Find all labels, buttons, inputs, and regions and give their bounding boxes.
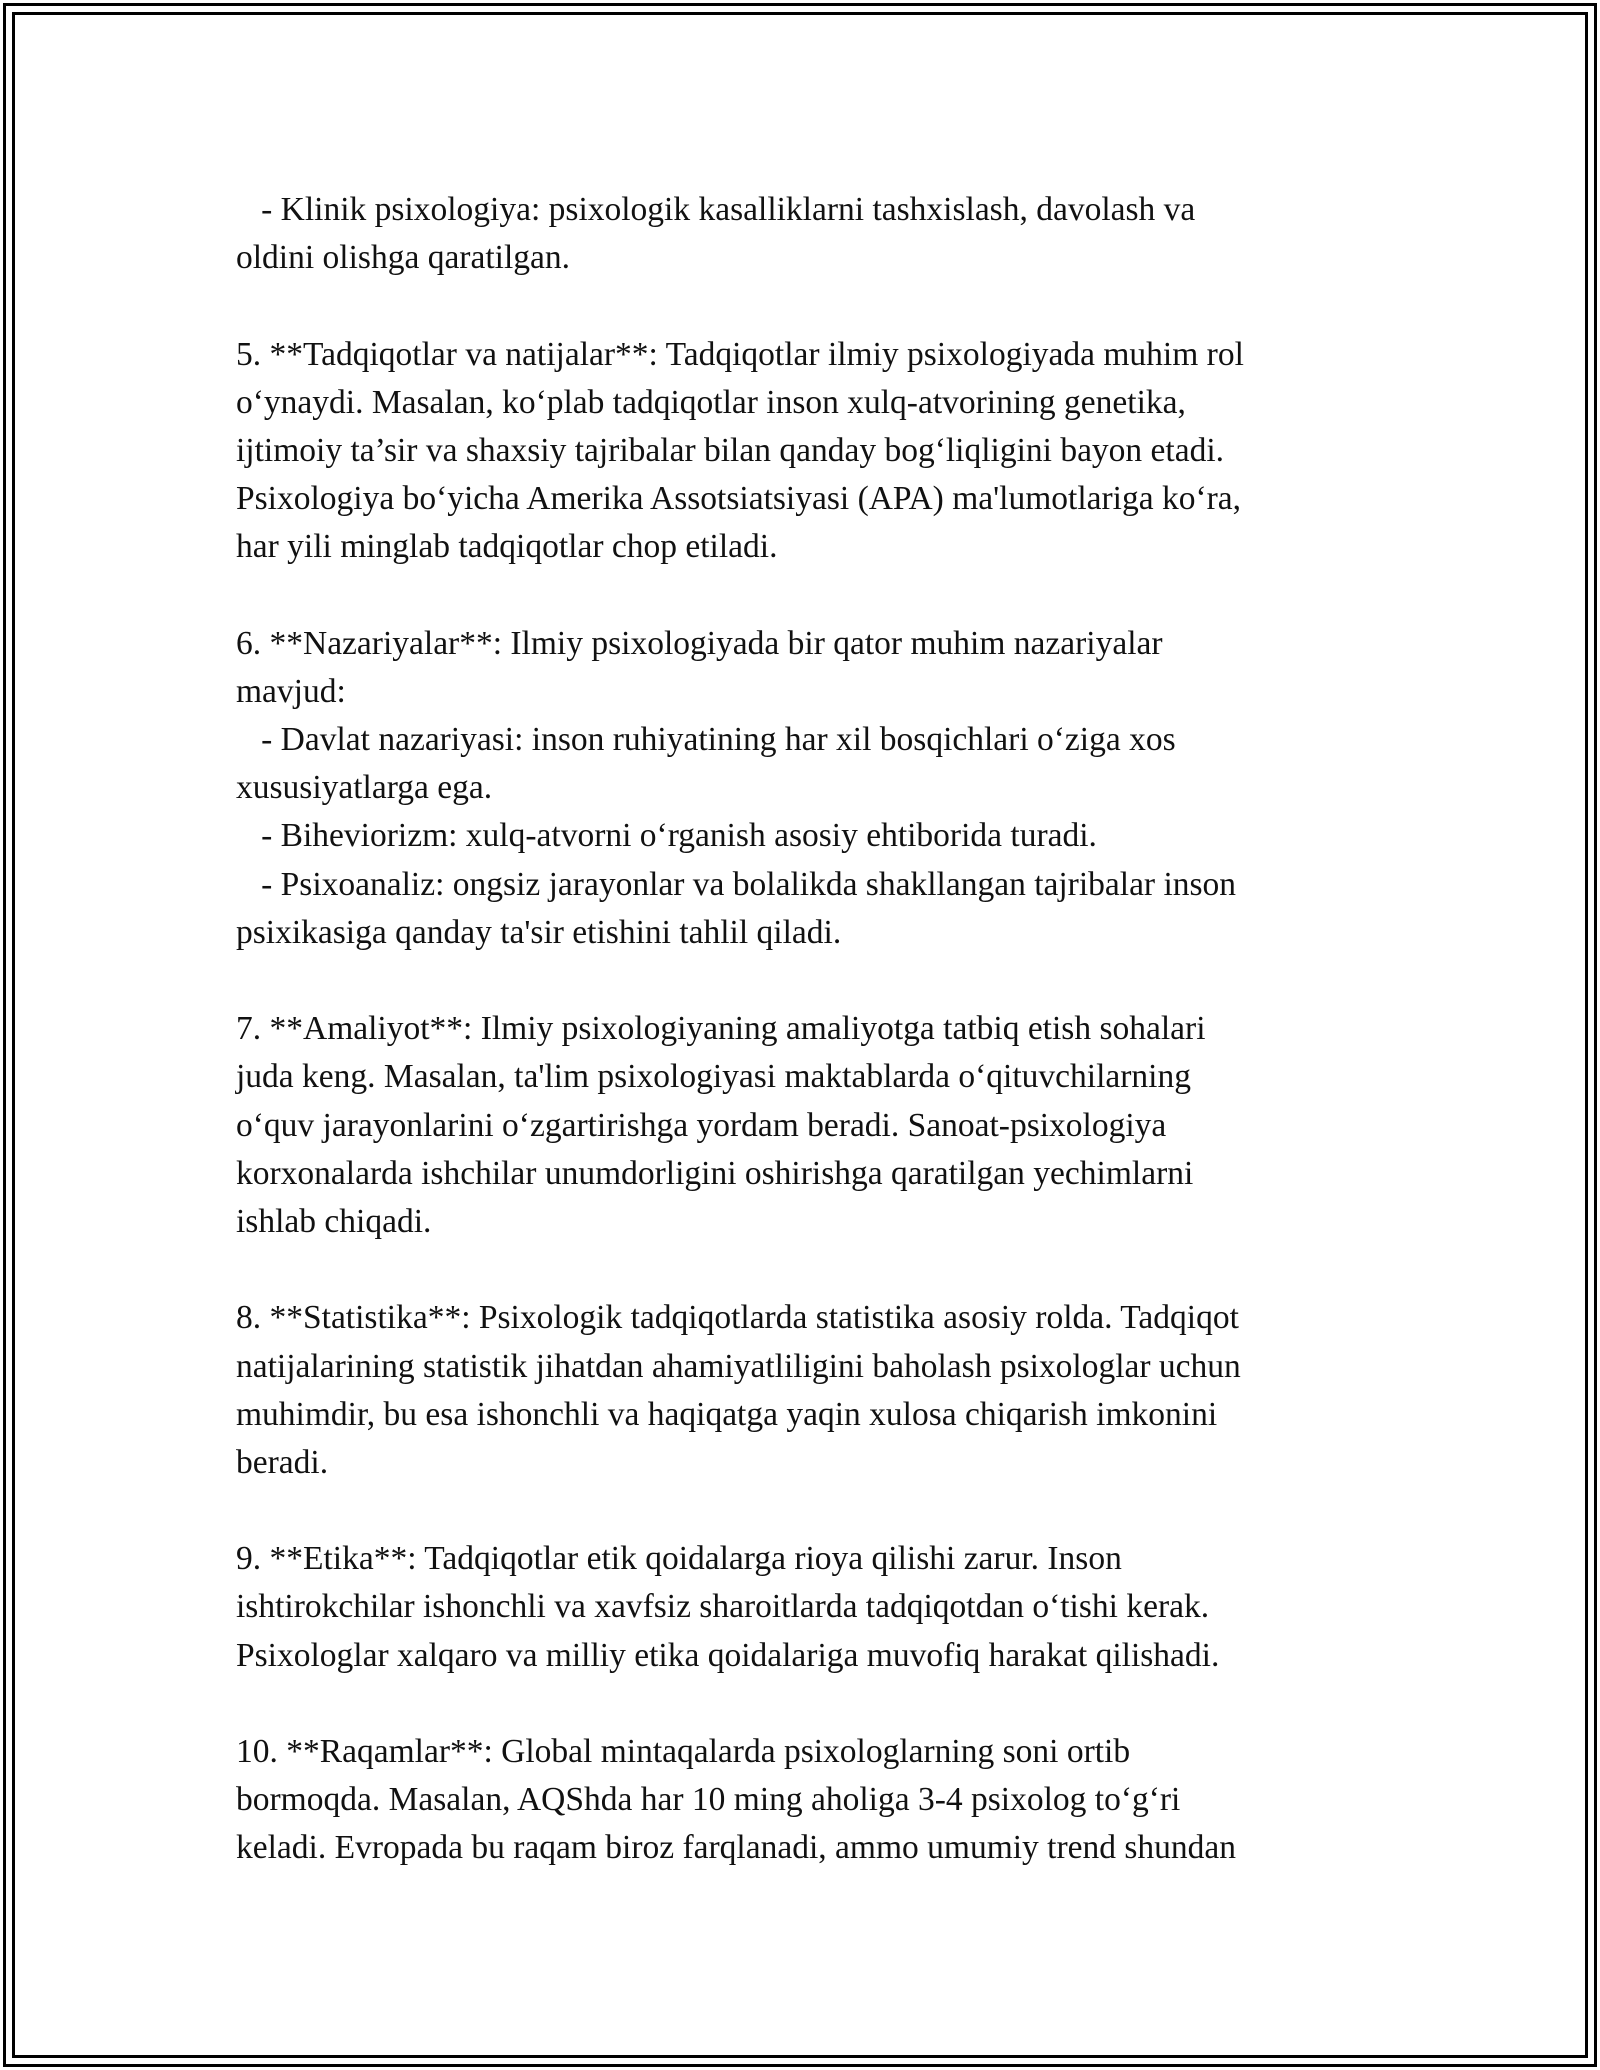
text-line: Psixologlar xalqaro va milliy etika qoidalariga muvofiq harakat qilishadi. <box>236 1636 1220 1674</box>
text-line: ijtimoiy ta’sir va shaxsiy tajribalar bilan qanday bog‘liqligini bayon etadi. <box>236 431 1225 469</box>
text-line: Psixologiya bo‘yicha Amerika Assotsiatsiyasi (APA) ma'lumotlariga ko‘ra, <box>236 480 1242 518</box>
text-line: 5. **Tadqiqotlar va natijalar**: Tadqiqotlar ilmiy psixologiyada muhim rol <box>236 335 1244 373</box>
text-line: korxonalarda ishchilar unumdorligini oshirishga qaratilgan yechimlarni <box>236 1154 1194 1192</box>
text-line: - Klinik psixologiya: psixologik kasalliklarni tashxislash, davolash va <box>236 191 1196 228</box>
text-line: mavjud: <box>236 672 346 710</box>
paragraph-gap <box>236 1246 1366 1294</box>
text-line: o‘quv jarayonlarini o‘zgartirishga yordam beradi. Sanoat-psixologiya <box>236 1106 1167 1144</box>
text-line: 8. **Statistika**: Psixologik tadqiqotlarda statistika asosiy rolda. Tadqiqot <box>236 1299 1239 1337</box>
text-line: keladi. Evropada bu raqam biroz farqlanadi, ammo umumiy trend shundan <box>236 1829 1237 1867</box>
text-line: o‘ynaydi. Masalan, ko‘plab tadqiqotlar inson xulq-atvorining genetika, <box>236 383 1186 421</box>
text-line: psixikasiga qanday ta'sir etishini tahlil qiladi. <box>236 913 842 951</box>
text-line: xususiyatlarga ega. <box>236 769 493 807</box>
text-line: 10. **Raqamlar**: Global mintaqalarda psixologlarning soni ortib <box>236 1733 1131 1770</box>
text-line: beradi. <box>236 1443 329 1481</box>
paragraph-gap <box>236 1487 1366 1535</box>
paragraph-gap <box>236 957 1366 1005</box>
text-line: oldini olishga qaratilgan. <box>236 239 571 277</box>
document-body <box>236 186 1366 1873</box>
text-line: natijalarining statistik jihatdan ahamiyatliligini baholash psixologlar uchun <box>236 1347 1241 1385</box>
text-line: bormoqda. Masalan, AQShda har 10 ming aholiga 3-4 psixolog to‘g‘ri <box>236 1781 1181 1819</box>
text-line: - Davlat nazariyasi: inson ruhiyatining har xil bosqichlari o‘ziga xos <box>236 721 1176 759</box>
text-line: - Biheviorizm: xulq-atvorni o‘rganish asosiy ehtiborida turadi. <box>236 817 1097 855</box>
paragraph-gap <box>236 282 1366 330</box>
text-line: muhimdir, bu esa ishonchli va haqiqatga yaqin xulosa chiqarish imkonini <box>236 1395 1218 1433</box>
paragraph-gap <box>236 1680 1366 1728</box>
text-line: 6. **Nazariyalar**: Ilmiy psixologiyada bir qator muhim nazariyalar <box>236 624 1163 662</box>
text-line: 7. **Amaliyot**: Ilmiy psixologiyaning amaliyotga tatbiq etish sohalari <box>236 1010 1206 1048</box>
text-line: har yili minglab tadqiqotlar chop etiladi. <box>236 528 778 566</box>
text-line: ishlab chiqadi. <box>236 1202 432 1240</box>
text-line: ishtirokchilar ishonchli va xavfsiz sharoitlarda tadqiqotdan o‘tishi kerak. <box>236 1588 1210 1626</box>
paragraph-gap <box>236 572 1366 620</box>
text-line: juda keng. Masalan, ta'lim psixologiyasi maktablarda o‘qituvchilarning <box>236 1058 1191 1096</box>
text-line: - Psixoanaliz: ongsiz jarayonlar va bolalikda shakllangan tajribalar inson <box>236 865 1237 903</box>
text-line: 9. **Etika**: Tadqiqotlar etik qoidalarga rioya qilishi zarur. Inson <box>236 1540 1122 1578</box>
